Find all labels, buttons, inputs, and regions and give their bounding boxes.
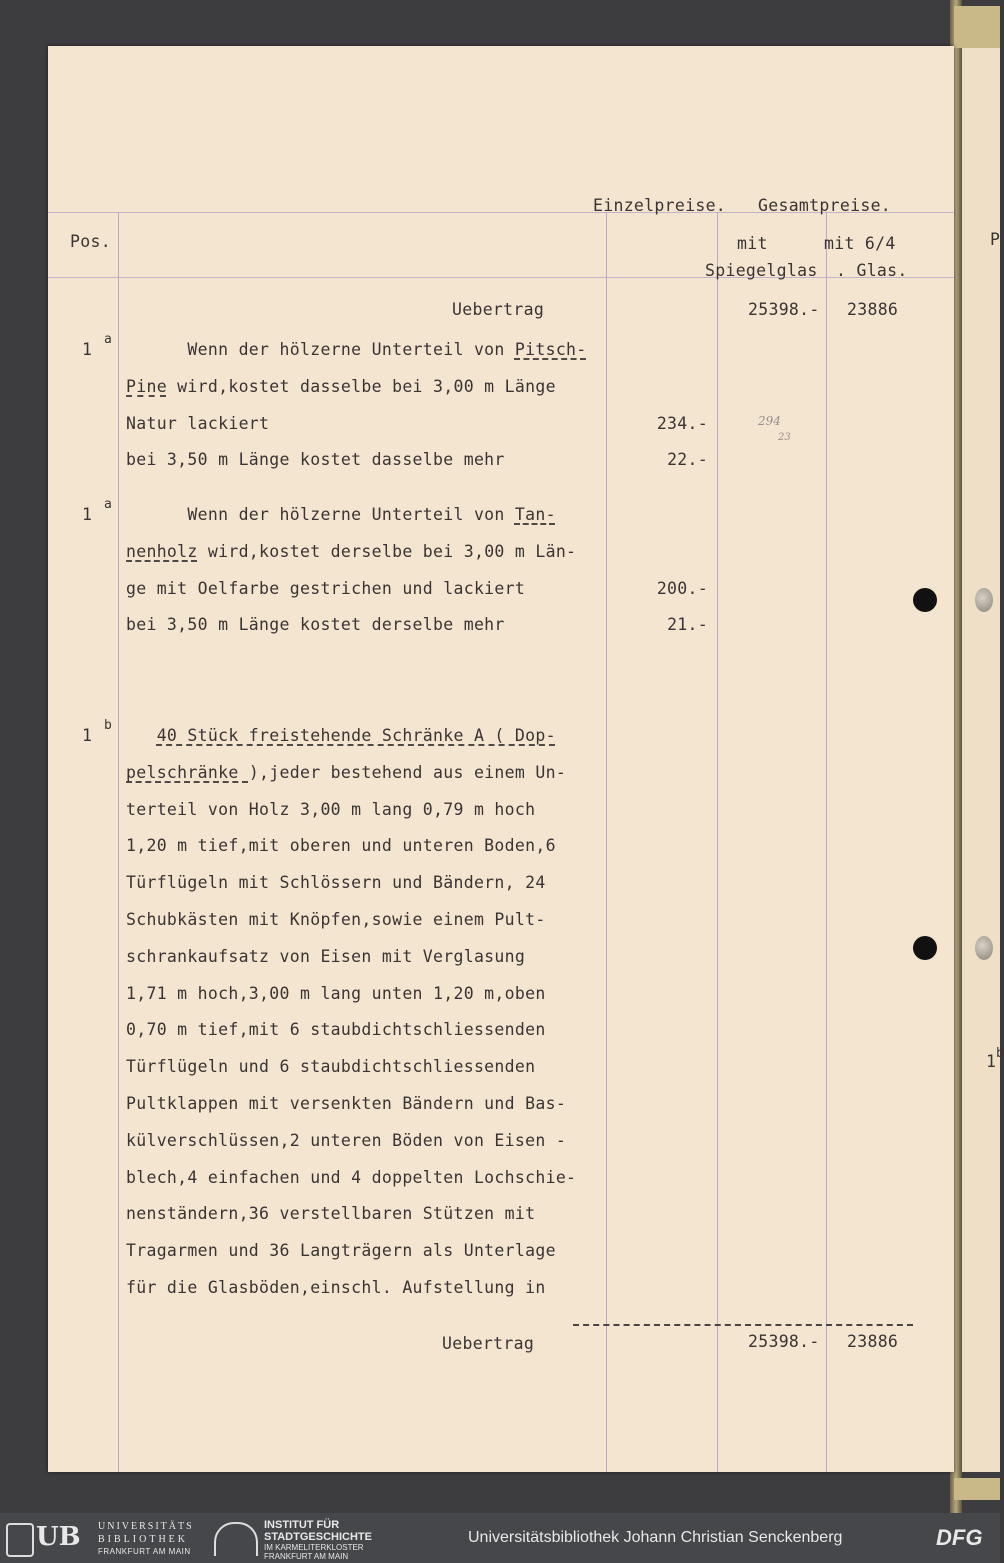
item-text-line <box>126 1094 566 1113</box>
item-text-line <box>126 377 556 396</box>
line-text: 1,20 m tief,mit oberen und unteren Boden,6 <box>126 836 556 855</box>
line-text: für die Glasböden,einschl. Aufstellung in <box>126 1278 546 1297</box>
line-text: bei 3,50 m Länge kostet derselbe mehr <box>126 615 505 634</box>
line-text <box>126 726 157 745</box>
line-text: nenständern,36 verstellbaren Stützen mit <box>126 1204 536 1223</box>
footer-bar <box>0 1513 1000 1563</box>
item-text-line <box>126 1278 546 1297</box>
desc-column-rule <box>606 212 607 1472</box>
unit-price: 22.- <box>667 450 708 469</box>
ub-line-2: BIBLIOTHEK <box>98 1534 188 1545</box>
item-text-line <box>126 1168 576 1187</box>
next-page-pos-number: 1 <box>986 1052 997 1071</box>
line-text: Schubkästen mit Knöpfen,sowie einem Pult- <box>126 910 546 929</box>
header-glas: . Glas. <box>836 261 908 280</box>
header-mit-2: mit 6/4 <box>824 234 896 253</box>
line-text: bei 3,50 m Länge kostet dasselbe mehr <box>126 450 505 469</box>
line-text: blech,4 einfachen und 4 doppelten Lochschie- <box>126 1168 577 1187</box>
line-text: Türflügeln und 6 staubdichtschliessenden <box>126 1057 536 1076</box>
unit-price: 21.- <box>667 615 708 634</box>
ub-seal-icon <box>6 1523 34 1557</box>
isg-arch-icon <box>214 1522 258 1556</box>
item-text-line <box>126 542 576 561</box>
punch-hole-icon <box>913 588 937 612</box>
item-text-line <box>126 1204 535 1223</box>
tape-top-2 <box>954 26 1000 48</box>
pencil-note-1: 294 <box>758 414 781 428</box>
next-page-punch-hole-icon <box>975 936 993 960</box>
item-text-line <box>126 1131 566 1150</box>
isg-line-3: IM KARMELITERKLOSTER <box>264 1543 364 1552</box>
carry-bottom-label: Uebertrag <box>442 1334 535 1353</box>
item-text-line <box>126 1057 535 1076</box>
item-pos-sup: a <box>104 497 112 512</box>
next-page-punch-hole-icon <box>975 588 993 612</box>
isg-line-4: FRANKFURT AM MAIN <box>264 1552 349 1561</box>
line-text: schrankaufsatz von Eisen mit Verglasung <box>126 947 526 966</box>
carry-top-value-2: 23886 <box>847 300 899 319</box>
header-total-prices: Gesamtpreise. <box>758 196 892 215</box>
next-page-edge <box>958 46 1004 1472</box>
line-text: Pultklappen mit versenkten Bändern und Bas- <box>126 1094 567 1113</box>
header-pos: Pos. <box>70 232 111 251</box>
carry-bottom-value-2: 23886 <box>847 1332 899 1351</box>
item-text-line <box>126 579 525 598</box>
underlined-term: Pitsch- <box>514 340 587 359</box>
total-column-rule <box>826 212 827 1472</box>
item-text-line <box>126 450 505 469</box>
carry-top-label: Uebertrag <box>452 300 545 319</box>
item-pos-number: 1 <box>82 340 93 359</box>
isg-line-1: INSTITUT FÜR <box>264 1519 340 1531</box>
ub-line-3: FRANKFURT AM MAIN <box>98 1547 191 1556</box>
line-text: Natur lackiert <box>126 414 270 433</box>
line-text: terteil von Holz 3,00 m lang 0,79 m hoch <box>126 800 536 819</box>
line-text: wird,kostet dasselbe bei 3,00 m Länge <box>166 377 556 396</box>
item-text-line <box>126 763 566 782</box>
line-text: 0,70 m tief,mit 6 staubdichtschliessenden <box>126 1020 546 1039</box>
unit-price-column-rule <box>717 212 718 1472</box>
header-mit-1: mit <box>737 234 768 253</box>
header-spiegelglas: Spiegelglas <box>705 261 818 280</box>
ub-logo: UB <box>36 1522 81 1552</box>
pos-column-rule <box>118 212 119 1472</box>
item-text-line <box>126 873 546 892</box>
item-text-line <box>126 910 546 929</box>
line-text: Tragarmen und 36 Langträgern als Unterlage <box>126 1241 556 1260</box>
ledger-page <box>48 46 954 1472</box>
underlined-term: 40 Stück freistehende Schränke A ( Dop- <box>156 726 556 745</box>
item-text-line <box>126 1020 546 1039</box>
pencil-note-2: 23 <box>778 432 791 443</box>
line-text: wird,kostet derselbe bei 3,00 m Län- <box>197 542 577 561</box>
line-text: Wenn der hölzerne Unterteil von <box>126 340 515 359</box>
unit-price: 234.- <box>656 414 708 433</box>
item-pos-number: 1 <box>82 505 93 524</box>
item-text-line <box>126 414 269 433</box>
item-text-line <box>126 340 587 359</box>
underlined-term: nenholz <box>126 542 198 561</box>
ub-line-1: UNIVERSITÄTS <box>98 1521 194 1532</box>
dfg-logo: DFG <box>936 1525 983 1550</box>
item-text-line <box>126 505 556 524</box>
line-text: Türflügeln mit Schlössern und Bändern, 24 <box>126 873 546 892</box>
tape-top <box>954 6 1000 28</box>
line-text: Wenn der hölzerne Unterteil von <box>126 505 515 524</box>
item-pos-sup: a <box>104 332 112 347</box>
line-text: 1,71 m hoch,3,00 m lang unten 1,20 m,oben <box>126 984 546 1003</box>
item-pos-number: 1 <box>82 726 93 745</box>
line-text: ge mit Oelfarbe gestrichen und lackiert <box>126 579 526 598</box>
carry-bottom-value-1: 25398.- <box>748 1332 820 1351</box>
next-page-pos-sup: b <box>996 1046 1004 1061</box>
header-rule-bottom <box>48 277 954 278</box>
item-text-line <box>126 1241 556 1260</box>
unit-price: 200.- <box>656 579 708 598</box>
item-text-line <box>126 836 556 855</box>
punch-hole-icon <box>913 936 937 960</box>
header-unit-prices: Einzelpreise. <box>593 196 727 215</box>
item-text-line <box>126 800 535 819</box>
item-text-line <box>126 726 556 745</box>
item-text-line <box>126 984 546 1003</box>
footer-library-name: Universitätsbibliothek Johann Christian Senckenberg <box>468 1529 843 1546</box>
line-text: külverschlüssen,2 unteren Böden von Eisen - <box>126 1131 567 1150</box>
underlined-term: Tan- <box>514 505 556 524</box>
underlined-term: Pine <box>126 377 167 396</box>
isg-line-2: STADTGESCHICHTE <box>264 1531 372 1543</box>
underlined-term: pelschränke <box>126 763 249 782</box>
line-text: ),jeder bestehend aus einem Un- <box>248 763 567 782</box>
item-text-line <box>126 615 505 634</box>
tape-bottom <box>954 1478 1000 1500</box>
item-pos-sup: b <box>104 718 112 733</box>
sum-rule <box>573 1324 913 1326</box>
item-text-line <box>126 947 525 966</box>
carry-top-value-1: 25398.- <box>748 300 820 319</box>
next-page-pos-label: P <box>990 230 1001 249</box>
